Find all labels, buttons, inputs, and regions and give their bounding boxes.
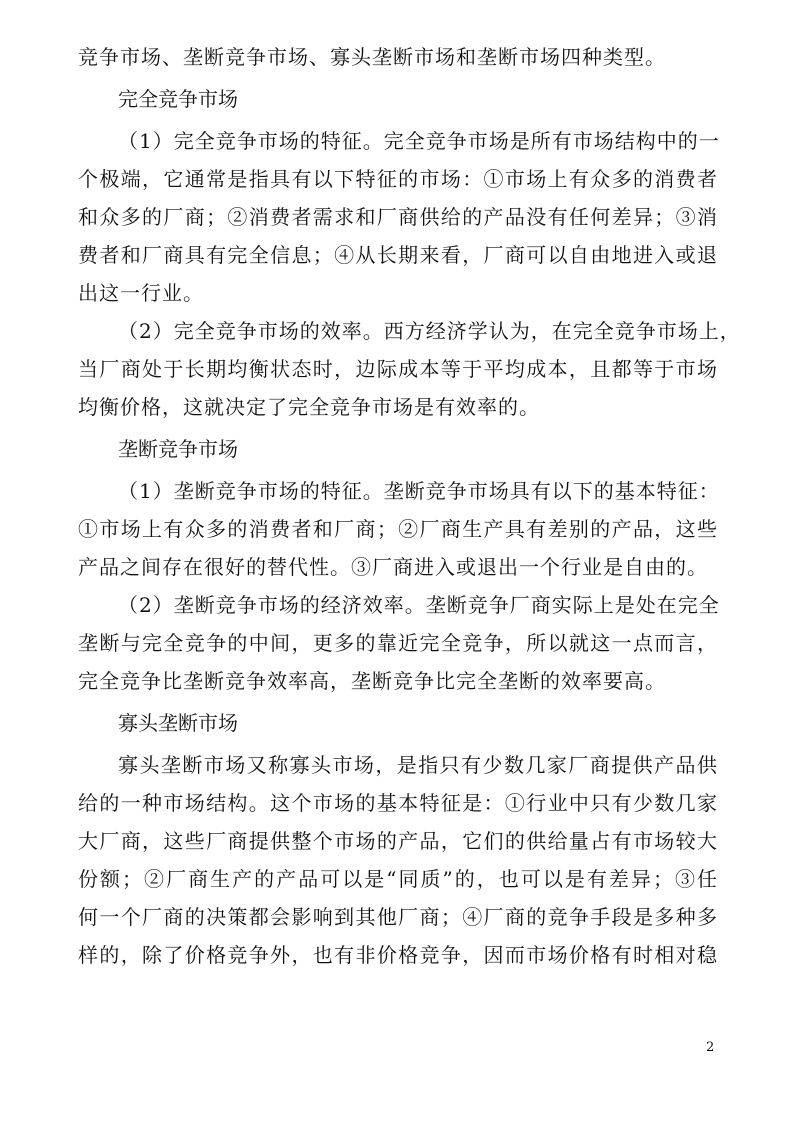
text-line: 何一个厂商的决策都会影响到其他厂商；④厂商的竞争手段是多种多 bbox=[78, 905, 718, 929]
paragraph bbox=[78, 586, 718, 700]
text-line: 大厂商，这些厂商提供整个市场的产品，它们的供给量占有市场较大 bbox=[78, 829, 718, 853]
section-oligopoly bbox=[78, 704, 718, 974]
text-line: 费者和厂商具有完全信息；④从长期来看，厂商可以自由地进入或退 bbox=[78, 243, 718, 267]
text-line: 出这一行业。 bbox=[78, 281, 204, 305]
text-line: （2）完全竞争市场的效率。西方经济学认为，在完全竞争市场上， bbox=[118, 319, 741, 343]
text-line: （2）垄断竞争市场的经济效率。垄断竞争厂商实际上是处在完全 bbox=[118, 593, 720, 617]
text-line: 个极端，它通常是指具有以下特征的市场：①市场上有众多的消费者 bbox=[78, 167, 718, 191]
continuation-line: 竞争市场、垄断竞争市场、寡头垄断市场和垄断市场四种类型。 bbox=[78, 45, 666, 69]
section-heading: 完全竞争市场 bbox=[118, 87, 238, 111]
section-monopolistic-competition bbox=[78, 430, 718, 700]
paragraph bbox=[78, 122, 718, 312]
page-number: 2 bbox=[706, 1040, 715, 1055]
text-line: 和众多的厂商；②消费者需求和厂商供给的产品没有任何差异；③消 bbox=[78, 205, 718, 229]
paragraph bbox=[78, 472, 718, 586]
section-heading: 寡头垄断市场 bbox=[118, 711, 238, 735]
text-line: 给的一种市场结构。这个市场的基本特征是：①行业中只有少数几家 bbox=[78, 791, 718, 815]
document-page bbox=[78, 38, 741, 974]
text-line: 产品之间存在很好的替代性。③厂商进入或退出一个行业是自由的。 bbox=[78, 555, 708, 579]
text-line: 均衡价格，这就决定了完全竞争市场是有效率的。 bbox=[78, 395, 540, 419]
text-line: 样的，除了价格竞争外，也有非价格竞争，因而市场价格有时相对稳 bbox=[78, 943, 718, 967]
text-line: 寡头垄断市场又称寡头市场，是指只有少数几家厂商提供产品供 bbox=[118, 753, 718, 777]
text-line: 份额；②厂商生产的产品可以是“同质”的，也可以是有差异；③任 bbox=[78, 867, 718, 891]
text-line: （1）完全竞争市场的特征。完全竞争市场是所有市场结构中的一 bbox=[118, 129, 720, 153]
section-heading: 垄断竞争市场 bbox=[118, 437, 238, 461]
text-line: （1）垄断竞争市场的特征。垄断竞争市场具有以下的基本特征： bbox=[118, 479, 720, 503]
text-line: 完全竞争比垄断竞争效率高，垄断竞争比完全垄断的效率要高。 bbox=[78, 669, 666, 693]
text-line: 垄断与完全竞争的中间，更多的靠近完全竞争，所以就这一点而言， bbox=[78, 631, 718, 655]
section-perfect-competition bbox=[78, 80, 741, 426]
text-line: ①市场上有众多的消费者和厂商；②厂商生产具有差别的产品，这些 bbox=[78, 517, 718, 541]
paragraph bbox=[78, 746, 718, 974]
paragraph bbox=[78, 312, 741, 426]
text-line: 当厂商处于长期均衡状态时，边际成本等于平均成本，且都等于市场 bbox=[78, 357, 718, 381]
